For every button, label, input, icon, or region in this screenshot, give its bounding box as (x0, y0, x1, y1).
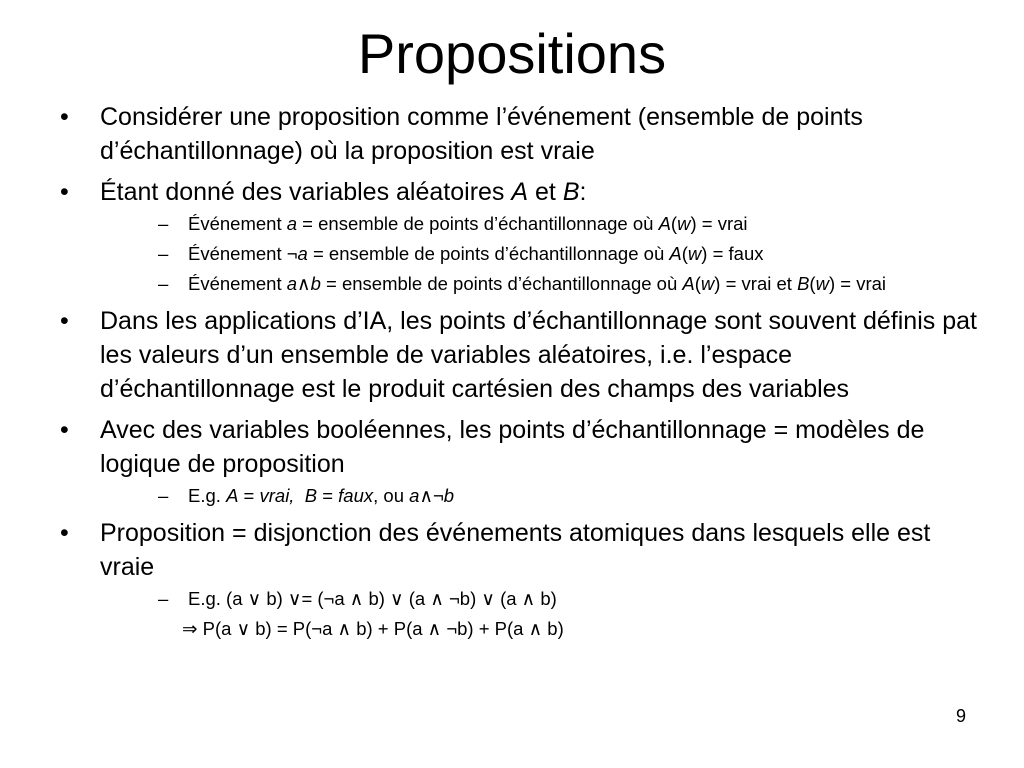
variable-symbol: B (562, 178, 580, 206)
and-symbol: ∧ (297, 273, 311, 294)
text-segment: Événement (188, 273, 287, 294)
sub-bullet-text (188, 213, 748, 234)
sub-bullet-text (188, 243, 763, 264)
sub-bullet-item (100, 241, 978, 267)
variable-symbol: b (443, 485, 455, 506)
variable-symbol: b (310, 273, 321, 294)
bullet-text: Dans les applications d’IA, les points d’échantillonnage sont souvent définis pat les valeurs d’un ensemble de variables aléatoires, i.e. l’espace d’échantillonnage est le produit cartésien des champs des variables (100, 307, 977, 403)
bullet-marker: • (60, 519, 69, 547)
sub-bullet-item (100, 211, 978, 237)
text-segment: ) = faux (701, 243, 764, 264)
bullet-item (58, 413, 978, 509)
dash-marker: – (158, 588, 169, 609)
bullet-marker: • (60, 416, 69, 444)
variable-symbol: w (700, 273, 715, 294)
sub-bullet-item (100, 271, 978, 297)
text-segment: et (528, 178, 563, 206)
bullet-item (58, 516, 978, 642)
bullet-text: Proposition = disjonction des événements atomiques dans lesquels elle est vraie (100, 519, 931, 581)
variable-symbol: B (797, 273, 810, 294)
variable-symbol: A (226, 485, 239, 506)
text-segment: Étant donné des variables aléatoires (100, 178, 512, 206)
text-segment: ) = vrai (690, 213, 748, 234)
bullet-item (58, 175, 978, 297)
variable-symbol: a (286, 273, 298, 294)
variable-symbol: A (682, 273, 695, 294)
bullet-marker: • (60, 307, 69, 335)
bullet-item (58, 304, 978, 406)
bullet-marker: • (60, 103, 69, 131)
bullet-item (58, 100, 978, 168)
sub-bullet-item (100, 483, 978, 509)
text-segment: ) = vrai et (714, 273, 798, 294)
text-segment: = (238, 485, 260, 506)
text-segment: E.g. (188, 485, 227, 506)
text-segment: : (579, 178, 587, 206)
slide-content (58, 100, 978, 649)
bullet-marker: • (60, 178, 69, 206)
page-number: 9 (955, 706, 966, 726)
variable-symbol: w (677, 213, 691, 234)
value-text: vrai, (259, 485, 295, 506)
variable-symbol: B (304, 485, 318, 506)
text-segment (294, 485, 304, 506)
text-segment: ( (694, 273, 701, 294)
sub-bullet-item (100, 586, 978, 612)
text-segment: = ensemble de points d’échantillonnage où (307, 243, 670, 264)
bullet-text: Considérer une proposition comme l’événement (ensemble de points d’échantillonnage) où la proposition est vraie (100, 103, 863, 165)
dash-marker: – (158, 273, 169, 294)
formula-line: ⇒ P(a ∨ b) = P(¬a ∧ b) + P(a ∧ ¬b) + P(a ∧ b) (182, 618, 564, 639)
text-segment: = ensemble de points d’échantillonnage où (320, 273, 683, 294)
variable-symbol: a (409, 485, 420, 506)
text-segment: = (317, 485, 339, 506)
variable-symbol: a (297, 243, 308, 264)
bullet-text: Avec des variables booléennes, les points d’échantillonnage = modèles de logique de proposition (100, 416, 925, 478)
variable-symbol: A (669, 243, 682, 264)
text-segment: ( (681, 243, 688, 264)
sub-bullet-text (188, 273, 886, 294)
dash-marker: – (158, 213, 169, 234)
slide-title: Propositions (357, 22, 667, 85)
bullet-text (100, 178, 586, 206)
dash-marker: – (158, 485, 169, 506)
text-segment: , ou (373, 485, 410, 506)
sub-bullet-text (188, 485, 454, 506)
variable-symbol: a (286, 213, 298, 234)
dash-marker: – (158, 243, 169, 264)
text-segment: Événement (188, 243, 287, 264)
variable-symbol: w (815, 273, 829, 294)
text-segment: ( (809, 273, 816, 294)
variable-symbol: A (658, 213, 671, 234)
text-segment: Événement (188, 213, 287, 234)
variable-symbol: w (687, 243, 702, 264)
text-segment: ) = vrai (828, 273, 887, 294)
and-not-symbol: ∧¬ (419, 485, 444, 506)
variable-symbol: A (511, 178, 529, 206)
text-segment: = ensemble de points d’échantillonnage où (297, 213, 659, 234)
text-segment: ( (670, 213, 678, 234)
negation-symbol: ¬ (286, 243, 298, 264)
value-text: faux (338, 485, 374, 506)
sub-bullet-text: E.g. (a ∨ b) ∨= (¬a ∧ b) ∨ (a ∧ ¬b) ∨ (a ∧ b) (188, 588, 557, 609)
